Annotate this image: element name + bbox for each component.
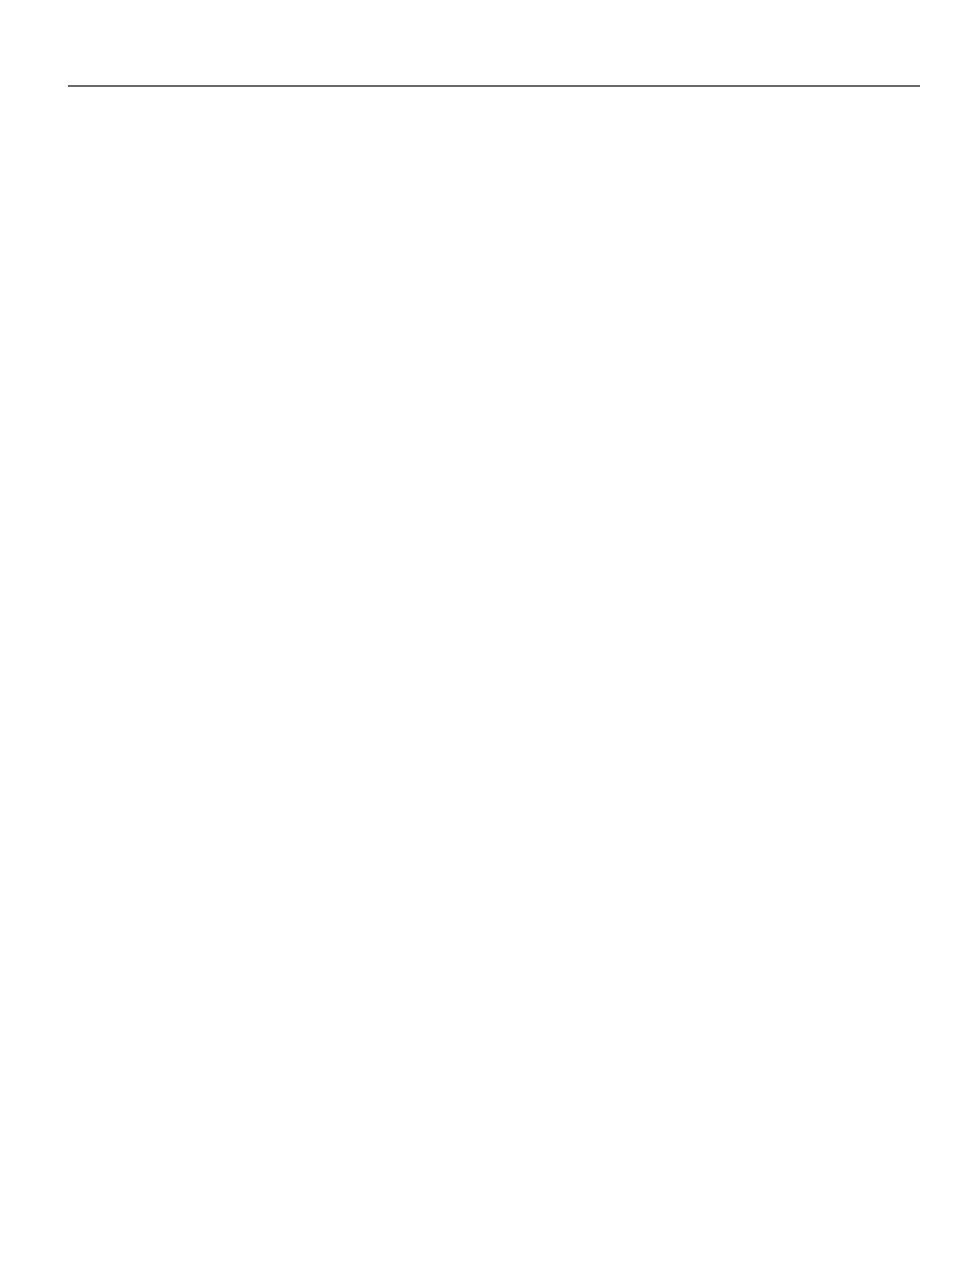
coordinate-plane-figure [250, 160, 770, 670]
coordinate-plane-svg [250, 160, 770, 670]
page-header [68, 52, 920, 88]
header-divider [68, 85, 920, 87]
